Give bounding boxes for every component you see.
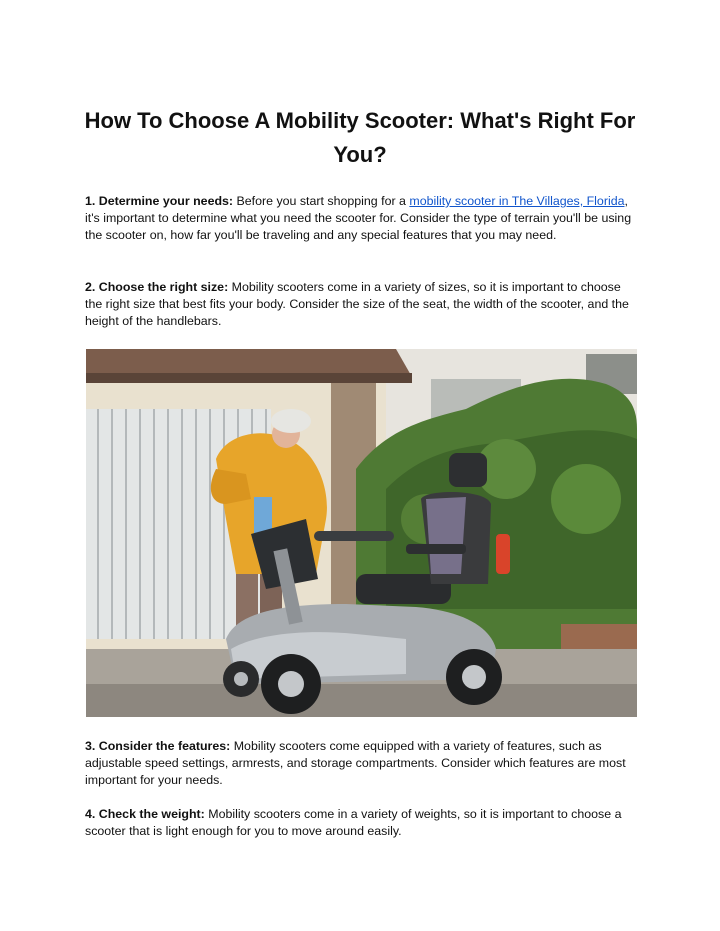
section-text: Before you start shopping for a [233,194,410,208]
section-consider-features [85,738,640,790]
section-choose-size [85,279,640,331]
section-text: Mobility scooters come in a variety of weights, so it is important to choose a scooter that is light enough for you to move around easily. [85,807,622,839]
section-heading: 3. Consider the features: [85,739,231,753]
section-text: , it's important to determine what you need the scooter for. Consider the type of terrain you'll be using the scooter on, how far you'll be traveling and any special features that you may need. [85,194,632,243]
mobility-scooter-link[interactable]: mobility scooter in The Villages, Florida [409,194,625,208]
section-heading: 2. Choose the right size: [85,280,229,294]
section-heading: 1. Determine your needs: [85,194,234,208]
section-text: Mobility scooters come in a variety of sizes, so it is important to choose the right size that best fits your body. Consider the size of the seat, the width of the scooter, and the height of the handlebars. [85,280,629,329]
section-determine-needs [85,193,640,245]
section-heading: 4. Check the weight: [85,807,205,821]
section-check-weight [85,806,640,840]
page-title: How To Choose A Mobility Scooter: What's Right For You? [84,108,636,167]
section-text: Mobility scooters come equipped with a variety of features, such as adjustable speed settings, armrests, and storage compartments. Consider which features are most important for your needs. [85,739,626,788]
scooter-photo [86,349,637,717]
